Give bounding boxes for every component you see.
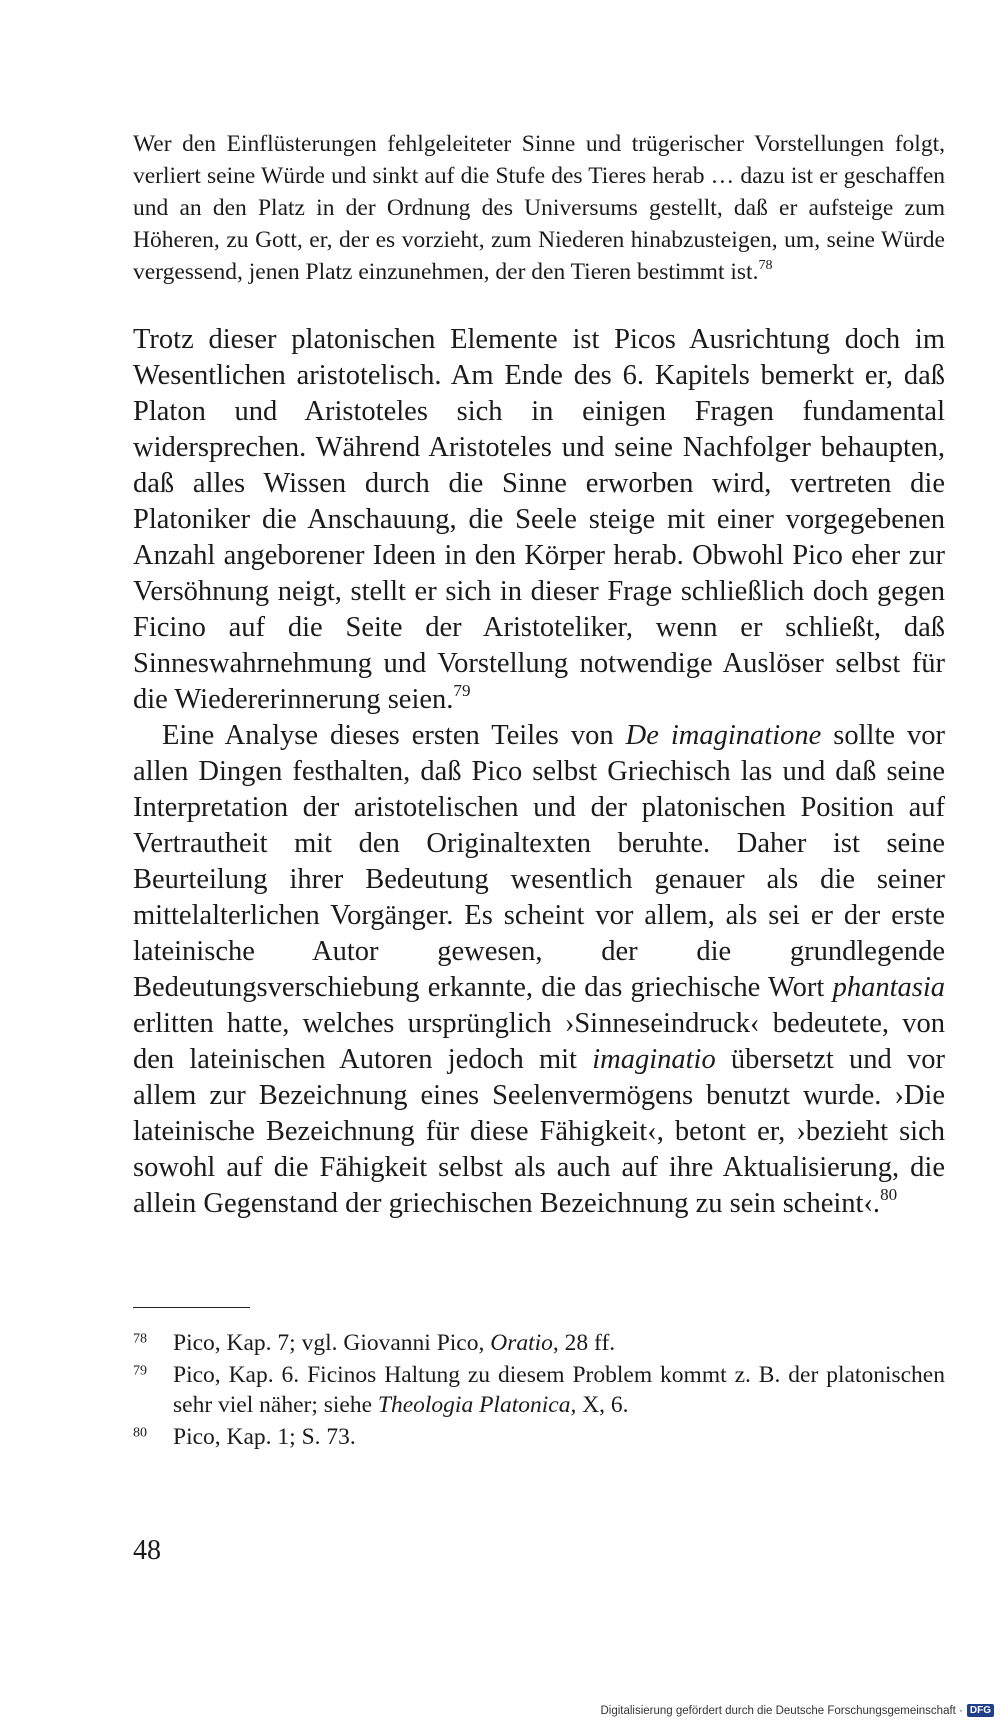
footnote-79 xyxy=(133,1360,945,1420)
page-content xyxy=(133,128,945,1454)
footnote-ref-80[interactable]: 80 xyxy=(880,1185,898,1205)
digitization-credit xyxy=(600,1704,994,1717)
greek-term: phantasia xyxy=(832,972,945,1003)
footnote-ref-79[interactable]: 79 xyxy=(453,681,471,701)
work-title: De imaginatione xyxy=(625,720,822,751)
footnote-number: 78 xyxy=(133,1330,148,1347)
paragraph-2-text: Eine Analyse dieses ersten Teiles von xyxy=(162,720,626,751)
footnote-divider xyxy=(133,1307,250,1308)
footnote-78 xyxy=(133,1328,945,1358)
footnote-80 xyxy=(133,1422,945,1452)
dfg-logo-icon: DFG xyxy=(967,1704,994,1717)
paragraph-2 xyxy=(133,718,945,1222)
footnote-text: Pico, Kap. 6. Ficinos Haltung zu diesem Problem kommt z. B. der platonischen sehr viel näher; siehe Theologia Platonica, X, 6. xyxy=(173,1362,945,1418)
block-quotation xyxy=(133,128,945,288)
footnotes xyxy=(133,1328,945,1452)
paragraph-2-text: übersetzt und vor allem zur Bezeichnung eines Seelenvermögens benutzt wurde. ›Die lateinische Bezeichnung für diese Fähigkeit‹, betont er, ›bezieht sich sowohl auf die Fähigkeit selbst als auch auf ihre Aktualisierung, die allein Gegenstand der griechischen Bezeichnung zu sein scheint‹. xyxy=(133,1044,945,1219)
paragraph-1-text: Trotz dieser platonischen Elemente ist Picos Ausrichtung doch im Wesentlichen aristotelisch. Am Ende des 6. Kapitels bemerkt er, daß Platon und Aristoteles sich in einigen Fragen fundamental widersprechen. Während Aristoteles und seine Nachfolger behaupten, daß alles Wissen durch die Sinne erworben wird, vertreten die Platoniker die Anschauung, die Seele steige mit einer vorgegebenen Anzahl angeborener Ideen in den Körper herab. Obwohl Pico eher zur Versöhnung neigt, stellt er sich in dieser Frage schließlich doch gegen Ficino auf die Seite der Aristoteliker, wenn er schließt, daß Sinneswahrnehmung und Vorstellung notwendige Auslöser selbst für die Wiedererinnerung seien. xyxy=(133,324,945,715)
main-text xyxy=(133,322,945,1222)
paragraph-1 xyxy=(133,322,945,718)
credit-text: Digitalisierung gefördert durch die Deutsche Forschungsgemeinschaft · xyxy=(600,1704,963,1717)
latin-term: imaginatio xyxy=(592,1044,716,1075)
footnote-text: Pico, Kap. 1; S. 73. xyxy=(173,1424,356,1450)
footnote-number: 80 xyxy=(133,1424,148,1441)
paragraph-2-text: erlitten hatte, welches ursprünglich ›Sinneseindruck‹ bedeutete, von den lateinischen Autoren jedoch mit xyxy=(133,1008,945,1075)
footnote-ref-78[interactable]: 78 xyxy=(758,257,773,274)
page-number: 48 xyxy=(133,1535,161,1566)
footnote-number: 79 xyxy=(133,1362,148,1379)
quotation-text: Wer den Einflüsterungen fehlgeleiteter Sinne und trügerischer Vorstellungen folgt, verliert seine Würde und sinkt auf die Stufe des Tieres herab … dazu ist er geschaffen und an den Platz in der Ordnung des Universums gestellt, daß er aufsteige zum Höheren, zu Gott, er, der es vorzieht, zum Niederen hinabzusteigen, um, seine Würde vergessend, jenen Platz einzunehmen, der den Tieren bestimmt ist. xyxy=(133,131,945,285)
paragraph-2-text: sollte vor allen Dingen festhalten, daß Pico selbst Griechisch las und daß seine Interpretation der aristotelischen und der platonischen Position auf Vertrautheit mit den Originaltexten beruhte. Daher ist seine Beurteilung ihrer Bedeutung wesentlich genauer als die seiner mittelalterlichen Vorgänger. Es scheint vor allem, als sei er der erste lateinische Autor gewesen, der die grundlegende Bedeutungsverschiebung erkannte, die das griechische Wort xyxy=(133,720,945,1003)
footnote-text: Pico, Kap. 7; vgl. Giovanni Pico, Oratio, 28 ff. xyxy=(173,1330,616,1356)
